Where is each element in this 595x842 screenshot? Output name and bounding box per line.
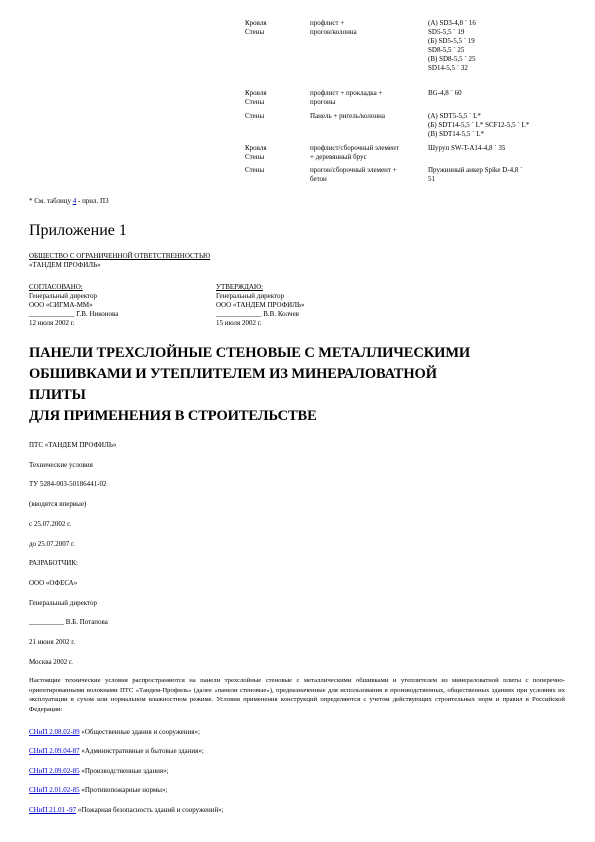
tu-number: ТУ 5284-003-50186441-02 bbox=[29, 480, 107, 488]
approved-organization: ООО «ТАНДЕМ ПРОФИЛЬ» bbox=[216, 301, 305, 309]
valid-from: с 25.07.2002 г. bbox=[29, 520, 71, 528]
table-cell: BG-4,8 ´ 60 bbox=[428, 89, 462, 97]
ref-text: «Противопожарные нормы»; bbox=[79, 786, 168, 794]
developer-director: Генеральный директор bbox=[29, 599, 97, 607]
footnote-prefix: * См. таблицу bbox=[29, 197, 73, 205]
agreed-title: СОГЛАСОВАНО: bbox=[29, 283, 83, 291]
table-cell: Пружинный анкер Spike D-4,8 ´ 51 bbox=[428, 166, 523, 183]
developer-date: 21 июня 2002 г. bbox=[29, 638, 76, 646]
ref-link[interactable]: СНиП 2.09.04-87 bbox=[29, 747, 80, 755]
table-cell: прогон/сборочный элемент + бетон bbox=[310, 166, 397, 183]
title-line: ПЛИТЫ bbox=[29, 387, 86, 403]
footnote-suffix: - прил. П3 bbox=[76, 197, 109, 205]
table-cell: профлист + прогон/колонна bbox=[310, 19, 357, 36]
developer-label: РАЗРАБОТЧИК: bbox=[29, 559, 78, 567]
agreed-signature: _____________ Г.В. Никонова bbox=[29, 310, 119, 318]
ref-link[interactable]: СНиП 2.09.02-85 bbox=[29, 767, 80, 775]
company-line-2: «ТАНДЕМ ПРОФИЛЬ» bbox=[29, 261, 101, 269]
approved-block bbox=[216, 283, 305, 328]
ref-text: «Производственные здания»; bbox=[79, 767, 169, 775]
table-cell: Стены bbox=[245, 166, 265, 174]
approved-position: Генеральный директор bbox=[216, 292, 284, 300]
table-cell: профлист + прокладка + прогоны bbox=[310, 89, 383, 106]
company-name bbox=[29, 252, 210, 270]
footnote-table-link[interactable]: 4 bbox=[72, 197, 77, 205]
pts-name: ПТС «ТАНДЕМ ПРОФИЛЬ» bbox=[29, 441, 117, 449]
table-cell: Кровля Стены bbox=[245, 19, 267, 36]
table-cell: Кровля Стены bbox=[245, 89, 267, 106]
appendix-heading: Приложение 1 bbox=[29, 222, 127, 239]
ref-text: «Общественные здания и сооружения»; bbox=[79, 728, 200, 736]
ref-text: «Пожарная безопасность зданий и сооружений»; bbox=[76, 806, 224, 814]
first-introduced: (вводятся впервые) bbox=[29, 500, 87, 508]
agreed-date: 12 июля 2002 г. bbox=[29, 319, 75, 327]
document-title bbox=[29, 343, 589, 427]
approved-date: 15 июля 2002 г. bbox=[216, 319, 262, 327]
table-cell: Панель + ригель/колонна bbox=[310, 112, 385, 120]
agreed-block bbox=[29, 283, 118, 328]
table-cell: Кровля Стены bbox=[245, 144, 267, 161]
approved-title: УТВЕРЖДАЮ: bbox=[216, 283, 264, 291]
table-cell: профлист/сборочный элемент + деревянный брус bbox=[310, 144, 399, 161]
agreed-position: Генеральный директор bbox=[29, 292, 97, 300]
footnote bbox=[29, 197, 109, 206]
ref-list-item bbox=[29, 806, 224, 815]
ref-text: «Административные и бытовые здания»; bbox=[79, 747, 204, 755]
ref-list-item bbox=[29, 747, 204, 756]
approved-signature: _____________ В.В. Колчев bbox=[216, 310, 299, 318]
title-line: ДЛЯ ПРИМЕНЕНИЯ В СТРОИТЕЛЬСТВЕ bbox=[29, 408, 317, 424]
developer-signature: __________ В.Б. Потапова bbox=[29, 618, 108, 626]
ref-link[interactable]: СНиП 2.08.02-89 bbox=[29, 728, 80, 736]
table-cell: Шуруп SW-T-A14-4,8 ´ 35 bbox=[428, 144, 506, 152]
city-year: Москва 2002 г. bbox=[29, 658, 73, 666]
scope-paragraph: Настоящие технические условия распространяются на панели трехслойные стеновые с металлическими обшивками и утеплителем из минераловатной плиты с поперечно-ориентированными волокнами ПТС «Тандем-Профиль» (далее «панели стеновые»), предназначенные для использования в производственных, общественных зданиях при условиях их эксплуатации в сухом или нормальном влажностном режиме. Условия применения конструкций определяются с учетом действующих строительных норм и правил в Российской Федерации: bbox=[29, 677, 565, 713]
table-cell: Стены bbox=[245, 112, 265, 120]
table-cell: (A) SDT5-5,5 ´ L* (Б) SDT14-5,5 ´ L* SCF12-5,5 ´ L* (B) SDT14-5,5 ´ L* bbox=[428, 112, 530, 138]
table-cell: (A) SD3-4,8 ´ 16 SD5-5,5 ´ 19 (Б) SD5-5,5 ´ 19 SD8-5,5 ´ 25 (B) SD8-5,5 ´ 25 SD14-5,5 ´ 32 bbox=[428, 19, 476, 72]
ref-list-item bbox=[29, 786, 167, 795]
valid-to: до 25.07.2007 г. bbox=[29, 540, 75, 548]
ref-list-item bbox=[29, 728, 200, 737]
title-line: ОБШИВКАМИ И УТЕПЛИТЕЛЕМ ИЗ МИНЕРАЛОВАТНОЙ bbox=[29, 366, 437, 382]
title-line: ПАНЕЛИ ТРЕХСЛОЙНЫЕ СТЕНОВЫЕ С МЕТАЛЛИЧЕСКИМИ bbox=[29, 345, 471, 361]
developer-org: ООО «ОФЕСА» bbox=[29, 579, 78, 587]
ref-list-item bbox=[29, 767, 169, 776]
company-line-1: ОБЩЕСТВО С ОГРАНИЧЕННОЙ ОТВЕТСТВЕННОСТЬЮ bbox=[29, 252, 211, 260]
agreed-organization: ООО «СИГМА-ММ» bbox=[29, 301, 93, 309]
ref-link[interactable]: СНиП 2.01.02-85 bbox=[29, 786, 80, 794]
doc-type: Технические условия bbox=[29, 461, 93, 469]
ref-link[interactable]: СНиП 21.01 -97 bbox=[29, 806, 77, 814]
